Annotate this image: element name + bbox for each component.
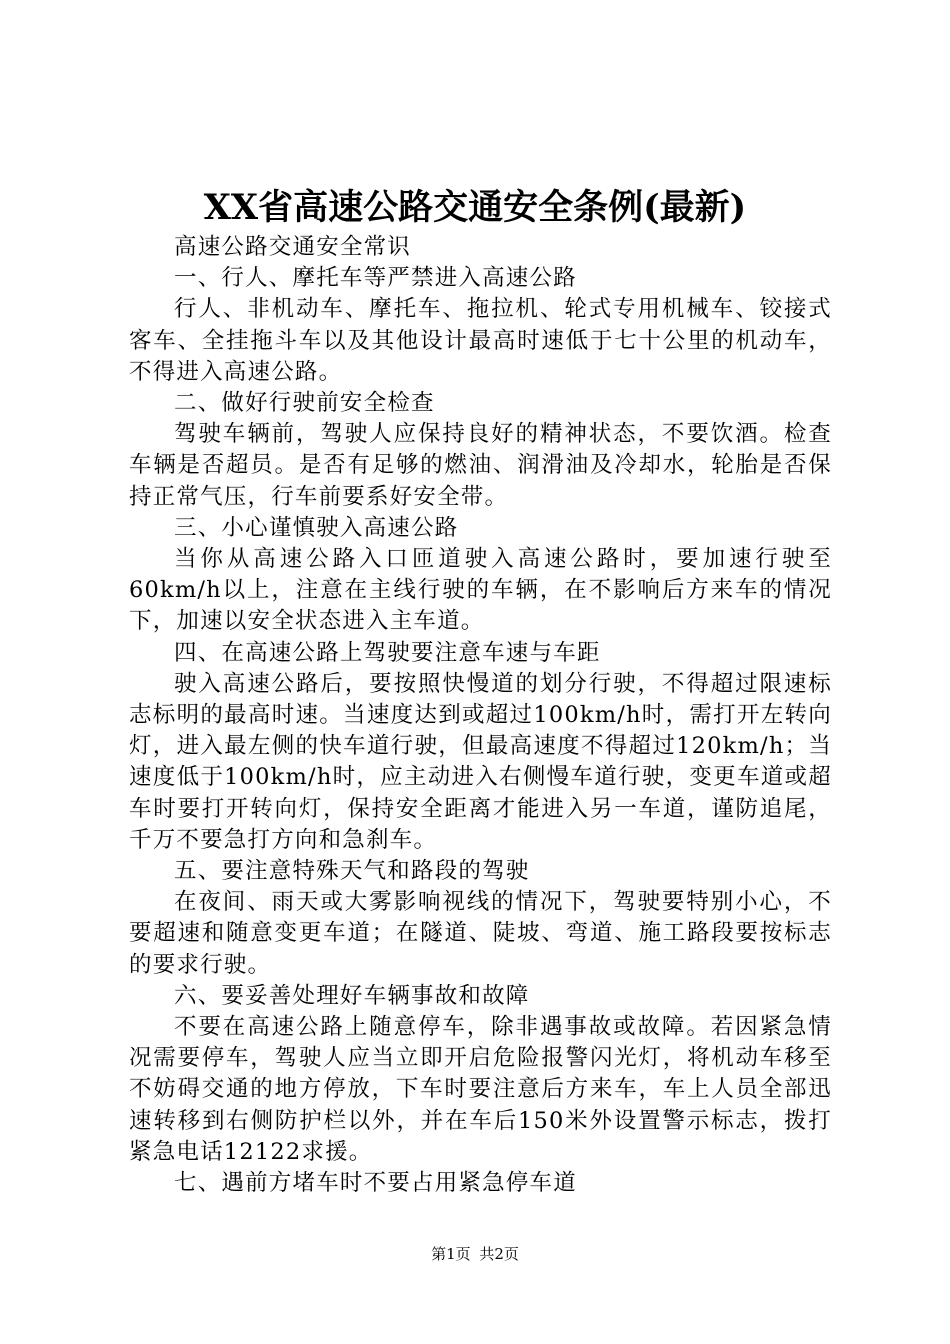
paragraph: 驶入高速公路后，要按照快慢道的划分行驶，不得超过限速标志标明的最高时速。当速度达到或超过100km/h时，需打开左转向灯，进入最左侧的快车道行驶，但最高速度不得超过120km/h；当速度低于100km/h时，应主动进入右侧慢车道行驶，变更车道或超车时要打开转向灯，保持安全距离才能进入另一车道，谨防追尾，千万不要急打方向和急刹车。 xyxy=(129,670,832,853)
page-number-current: 第1页 xyxy=(431,1245,471,1263)
document-body xyxy=(129,232,832,1199)
paragraph: 驾驶车辆前，驾驶人应保持良好的精神状态，不要饮酒。检查车辆是否超员。是否有足够的燃油、润滑油及冷却水，轮胎是否保持正常气压，行车前要系好安全带。 xyxy=(129,421,832,510)
paragraph: 当你从高速公路入口匝道驶入高速公路时，要加速行驶至60km/h以上，注意在主线行驶的车辆，在不影响后方来车的情况下，加速以安全状态进入主车道。 xyxy=(129,546,832,635)
paragraph: 不要在高速公路上随意停车，除非遇事故或故障。若因紧急情况需要停车，驾驶人应当立即开启危险报警闪光灯，将机动车移至不妨碍交通的地方停放，下车时要注意后方来车，车上人员全部迅速转移到右侧防护栏以外，并在车后150米外设置警示标志，拨打紧急电话12122求援。 xyxy=(129,1014,832,1165)
section-heading: 二、做好行驶前安全检查 xyxy=(174,390,435,417)
paragraph: 行人、非机动车、摩托车、拖拉机、轮式专用机械车、铰接式客车、全挂拖斗车以及其他设计最高时速低于七十公里的机动车，不得进入高速公路。 xyxy=(129,296,832,385)
section-heading: 七、遇前方堵车时不要占用紧急停车道 xyxy=(174,1170,577,1197)
section-heading: 五、要注意特殊天气和路段的驾驶 xyxy=(174,858,530,885)
section-heading: 一、行人、摩托车等严禁进入高速公路 xyxy=(174,265,577,292)
paragraph: 高速公路交通安全常识 xyxy=(174,234,412,260)
document-title: XX省高速公路交通安全条例(最新) xyxy=(203,187,747,228)
page-footer xyxy=(0,1244,950,1264)
paragraph: 在夜间、雨天或大雾影响视线的情况下，驾驶要特别小心，不要超速和随意变更车道；在隧道、陡坡、弯道、施工路段要按标志的要求行驶。 xyxy=(129,889,832,978)
section-heading: 四、在高速公路上驾驶要注意车速与车距 xyxy=(174,639,601,666)
page-number-total: 共2页 xyxy=(479,1245,519,1263)
section-heading: 三、小心谨慎驶入高速公路 xyxy=(174,514,459,541)
section-heading: 六、要妥善处理好车辆事故和故障 xyxy=(174,982,530,1009)
